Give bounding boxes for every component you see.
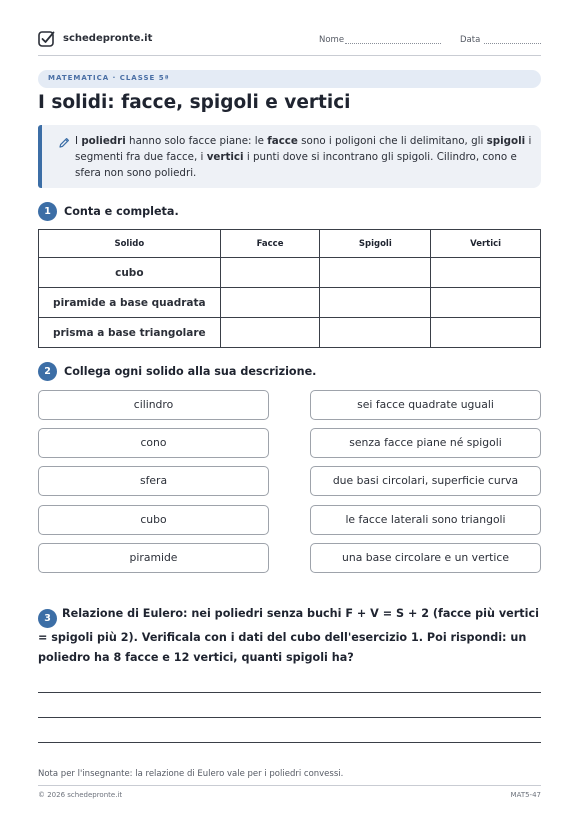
answer-cell[interactable] — [431, 288, 541, 318]
match-right-item[interactable]: una base circolare e un vertice — [310, 543, 541, 573]
answer-cell[interactable] — [220, 318, 320, 348]
match-left-item[interactable]: piramide — [38, 543, 269, 573]
footer-copyright: © 2026 schedepronte.it — [38, 791, 123, 799]
page-title: I solidi: facce, spigoli e vertici — [38, 92, 351, 113]
match-right-item[interactable]: sei facce quadrate uguali — [310, 390, 541, 420]
match-right-item[interactable]: senza facce piane né spigoli — [310, 428, 541, 458]
exercise-2-number: 2 — [38, 362, 57, 381]
table-row — [39, 318, 541, 348]
name-label: Nome — [319, 35, 345, 45]
term-facce: facce — [267, 135, 298, 147]
answer-cell[interactable] — [320, 288, 431, 318]
match-right-item[interactable]: le facce laterali sono triangoli — [310, 505, 541, 535]
column-header-spigoli: Spigoli — [320, 230, 431, 258]
solid-name: cubo — [39, 258, 221, 288]
solid-name: piramide a base quadrata — [39, 288, 221, 318]
answer-cell[interactable] — [320, 318, 431, 348]
subject-label: MATEMATICA · CLASSE 5ª — [48, 74, 170, 82]
info-box — [38, 125, 541, 188]
date-label: Data — [460, 35, 481, 45]
answer-line[interactable] — [38, 692, 541, 693]
term-poliedri: poliedri — [81, 135, 126, 147]
pencil-icon — [58, 137, 70, 149]
intro-text: I poliedri hanno solo facce piane: le facce sono i poligoni che li delimitano, gli spigoli i segmenti fra due facce, i vertici i punti dove si incontrano gli spigoli. Cilindro, cono e sfera non sono poliedri. — [75, 135, 532, 179]
solid-name: prisma a base triangolare — [39, 318, 221, 348]
subject-pill — [38, 70, 541, 88]
table-row — [39, 288, 541, 318]
date-field[interactable] — [484, 43, 541, 44]
exercise-3 — [38, 604, 541, 668]
exercise-1-number: 1 — [38, 202, 57, 221]
footer-divider — [38, 785, 541, 786]
answer-cell[interactable] — [220, 288, 320, 318]
match-left-item[interactable]: cilindro — [38, 390, 269, 420]
column-header-facce: Facce — [220, 230, 320, 258]
match-left-item[interactable]: cubo — [38, 505, 269, 535]
table-row — [39, 258, 541, 288]
name-field[interactable] — [345, 43, 441, 44]
answer-cell[interactable] — [431, 318, 541, 348]
teacher-note: Nota per l'insegnante: la relazione di Eulero vale per i poliedri convessi. — [38, 769, 344, 779]
match-left-item[interactable]: sfera — [38, 466, 269, 496]
match-left-item[interactable]: cono — [38, 428, 269, 458]
exercise-1-title: Conta e completa. — [64, 205, 179, 218]
exercise-3-text: Relazione di Eulero: nei poliedri senza buchi F + V = S + 2 (facce più vertici = spigoli più 2). Verificala con i dati del cubo dell'esercizio 1. Poi rispondi: un poliedro ha 8 facce e 12 vertici, quanti spigoli ha? — [38, 607, 539, 664]
answer-cell[interactable] — [220, 258, 320, 288]
answer-line[interactable] — [38, 742, 541, 743]
term-vertici: vertici — [206, 151, 244, 163]
brand-name: schedepronte.it — [63, 33, 153, 44]
page-header — [38, 30, 541, 56]
footer-code: MAT5-47 — [510, 791, 541, 799]
answer-line[interactable] — [38, 717, 541, 718]
column-header-vertici: Vertici — [431, 230, 541, 258]
count-table — [38, 229, 541, 348]
exercise-2-title: Collega ogni solido alla sua descrizione. — [64, 365, 317, 378]
answer-cell[interactable] — [320, 258, 431, 288]
answer-cell[interactable] — [431, 258, 541, 288]
exercise-3-number: 3 — [38, 609, 57, 628]
term-spigoli: spigoli — [486, 135, 526, 147]
match-right-item[interactable]: due basi circolari, superficie curva — [310, 466, 541, 496]
checkbox-logo-icon — [38, 30, 56, 48]
column-header-solido: Solido — [39, 230, 221, 258]
